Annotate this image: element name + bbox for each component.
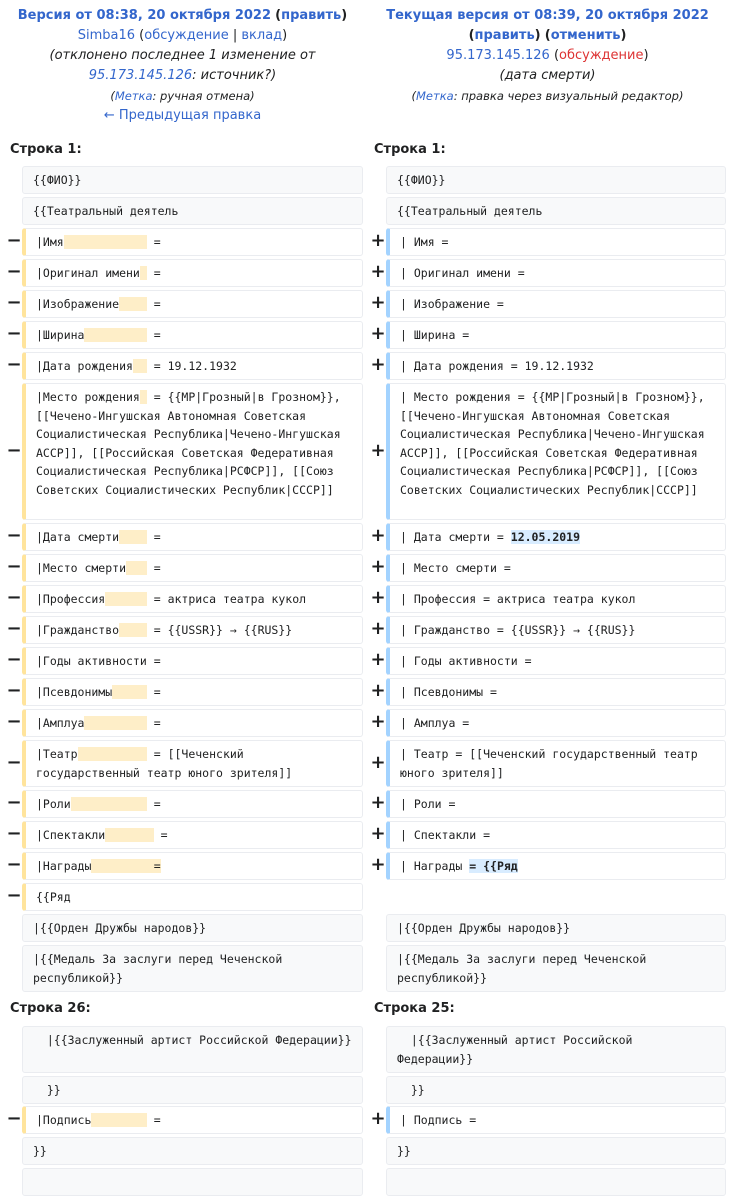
line-text: |Дата смерти [36,530,120,544]
line-text: {{ФИО}} [33,173,82,187]
deleted-marker: − [6,649,22,670]
ip-talk-link[interactable]: обсуждение [559,48,644,63]
added-marker: + [370,649,386,670]
line-text: | Дата рождения = 19.12.1932 [400,359,594,373]
ip-user-link[interactable]: 95.173.145.126 [446,48,550,63]
line-text: | Оригинал имени = [400,266,525,280]
line-text: |Подпись [36,1113,92,1127]
deleted-marker: − [6,752,22,773]
deleted-marker: − [6,885,22,906]
diff-row [0,1076,730,1104]
diff-row [0,1106,730,1134]
line-text: = [146,266,161,280]
line-text: | Профессия = актриса театра кукол [400,592,636,606]
diff-row [0,523,730,551]
added-line [386,259,726,287]
line-text: = {{МР|Грозный|в Грозном}}, [[Чечено-Ингушская Автономная Советская Социалистическая Республика|Чечено-Ингушская АССР]], [[Российская Советская Федеративная Социалистическая Республика|РСФСР]], [[Союз Советских Социалистических Республик|СССР]] [36,390,348,497]
diff-row [0,166,730,194]
old-summary-ip-link[interactable]: 95.173.145.126 [88,68,193,83]
added-marker: + [370,556,386,577]
deleted-line [22,821,363,849]
user-talk-link[interactable]: обсуждение [144,28,229,43]
line-text: | Амплуа = [400,716,470,730]
deleted-line [22,290,363,318]
context-line-right [386,1076,726,1104]
current-tag-link[interactable]: Метка [416,89,454,103]
line-text: | Роли = [400,797,456,811]
deleted-line [22,883,363,911]
diff-row [0,585,730,613]
line-text: = актриса театра кукол [146,592,307,606]
diff-row [0,821,730,849]
context-line-left [22,1168,363,1196]
line-text: |Дата рождения [36,359,133,373]
added-line [386,383,726,520]
deleted-highlight [119,530,147,544]
added-line [386,821,726,849]
deleted-line [22,616,363,644]
line-text: |{{Орден Дружбы народов}} [397,921,571,935]
old-edit-link[interactable]: править [281,8,342,23]
line-number-left: Строка 26: [10,1001,91,1016]
deleted-line [22,523,363,551]
line-text: {{Театральный деятель [397,204,543,218]
line-text: |{{Орден Дружбы народов}} [33,921,207,935]
diff-row [0,790,730,818]
deleted-marker: − [6,354,22,375]
line-text: |{{Медаль За заслуги перед Чеченской республикой}} [397,952,654,985]
added-marker: + [370,711,386,732]
deleted-marker: − [6,711,22,732]
line-text: }} [397,1083,425,1097]
added-highlight: = {{Ряд [469,859,518,873]
line-text: |Награды [36,859,92,873]
deleted-highlight [91,1113,146,1127]
deleted-highlight: = [91,859,161,873]
line-text: = [146,561,161,575]
line-text: {{ФИО}} [397,173,446,187]
line-text: = {{USSR}} → {{RUS}} [146,623,293,637]
context-line-right [386,166,726,194]
added-marker: + [370,792,386,813]
context-line-left [22,1076,363,1104]
user-link[interactable]: Simba16 [77,28,136,43]
line-text: |Театр [36,747,78,761]
context-line-left [22,197,363,225]
line-text: | Подпись = [400,1113,477,1127]
current-tag-value: : правка через визуальный редактор [453,89,679,103]
current-summary: (дата смерти) [499,68,596,83]
deleted-marker: − [6,854,22,875]
added-marker: + [370,261,386,282]
added-marker: + [370,292,386,313]
deleted-highlight [112,685,147,699]
line-text: = [146,297,161,311]
deleted-marker: − [6,261,22,282]
deleted-marker: − [6,556,22,577]
old-summary-suffix: : источник?) [192,68,277,83]
line-text: = [146,235,161,249]
context-line-left [22,914,363,942]
line-text: |Ширина [36,328,85,342]
deleted-highlight [119,297,147,311]
added-line [386,585,726,613]
context-line-left [22,1026,363,1073]
added-line [386,678,726,706]
added-line [386,1106,726,1134]
deleted-marker: − [6,292,22,313]
line-text: = 19.12.1932 [146,359,237,373]
line-text: }} [33,1083,61,1097]
old-tag-value: : ручная отмена [152,89,251,103]
deleted-highlight [78,747,147,761]
deleted-highlight [84,328,146,342]
old-revision-title-link[interactable]: Версия от 08:38, 20 октября 2022 [17,8,272,23]
deleted-highlight [105,592,147,606]
diff-row [0,945,730,992]
added-line [386,616,726,644]
deleted-marker: − [6,792,22,813]
line-text: = [146,716,161,730]
deleted-line [22,647,363,675]
deleted-highlight [126,561,147,575]
line-text: | Годы активности = [400,654,532,668]
deleted-highlight [133,359,147,373]
deleted-line [22,383,363,520]
line-text: |Имя [36,235,64,249]
previous-edit-link[interactable]: ← Предыдущая правка [103,108,262,123]
line-text: | Дата смерти = [400,530,511,544]
deleted-line [22,352,363,380]
line-text: |Амплуа [36,716,85,730]
line-number-right: Строка 1: [374,142,446,157]
deleted-marker: − [6,1108,22,1129]
diff-row [0,228,730,256]
added-marker: + [370,354,386,375]
diff-row [0,883,730,911]
user-contribs-link[interactable]: вклад [241,28,283,43]
added-marker: + [370,587,386,608]
deleted-line [22,790,363,818]
line-text: | Место смерти = [400,561,511,575]
deleted-marker: − [6,323,22,344]
added-line [386,790,726,818]
line-text: |Профессия [36,592,106,606]
deleted-marker: − [6,618,22,639]
deleted-line [22,321,363,349]
diff-row [0,290,730,318]
deleted-line [22,852,363,880]
line-text: | Место рождения = {{МР|Грозный|в Грозном}}, [[Чечено-Ингушская Автономная Советская Социалистическая Республика|Чечено-Ингушская АССР]], [[Российская Советская Федеративная Социалистическая Республика|РСФСР]], [[Союз Советских Социалистических Республик|СССР]] [400,390,712,497]
deleted-marker: − [6,587,22,608]
diff-row [0,647,730,675]
line-text: | Имя = [400,235,449,249]
line-text: = [146,797,161,811]
line-text: |{{Заслуженный артист Российской Федерации}} [397,1033,640,1066]
added-line [386,228,726,256]
added-line [386,554,726,582]
current-revision-header: Текущая версия от 08:39, 20 октября 2022 (править) (отменить) 95.173.145.126 (обсуждение) (дата смерти) (Метка: правка через визуальный редактор) [386,8,709,103]
diff-row [0,197,730,225]
context-line-left [22,945,363,992]
line-text: = [146,530,161,544]
diff-row [0,1026,730,1073]
line-text: }} [397,1144,411,1158]
deleted-marker: − [6,525,22,546]
deleted-line [22,1106,363,1134]
line-text: | Театр = [[Чеченский государственный театр юного зрителя]] [400,747,705,780]
added-line [386,852,726,880]
diff-row [0,1168,730,1196]
deleted-marker: − [6,440,22,461]
context-line-right [386,1168,726,1196]
diff-row [0,352,730,380]
line-text: |Место смерти [36,561,127,575]
added-marker: + [370,525,386,546]
added-line [386,523,726,551]
undo-link[interactable]: отменить [550,28,621,43]
line-text: |Спектакли [36,828,106,842]
line-text: = [153,828,168,842]
deleted-marker: − [6,823,22,844]
diff-row [0,1137,730,1165]
line-text: = [[Чеченский государственный театр юного зрителя]] [36,747,293,780]
line-text: |{{Заслуженный артист Российской Федерации}} [33,1033,352,1047]
diff-row [0,616,730,644]
deleted-line [22,585,363,613]
line-text: | Спектакли = [400,828,491,842]
line-text: = [146,685,161,699]
added-line [386,709,726,737]
line-number-right: Строка 25: [374,1001,455,1016]
added-marker: + [370,440,386,461]
diff-row [0,321,730,349]
added-line [386,321,726,349]
diff-row [0,259,730,287]
context-line-left [22,1137,363,1165]
diff-row [0,554,730,582]
line-text: = [146,328,161,342]
added-marker: + [370,618,386,639]
deleted-highlight [140,390,147,404]
old-tag-link[interactable]: Метка [114,89,153,103]
current-revision-title-link[interactable]: Текущая версия от 08:39, 20 октября 2022 [386,8,709,23]
deleted-highlight [105,828,153,842]
added-line [386,352,726,380]
line-text: | Псевдонимы = [400,685,497,699]
line-text: | Ширина = [400,328,470,342]
context-line-right [386,197,726,225]
line-text: |Изображение [36,297,120,311]
line-text: | Гражданство = {{USSR}} → {{RUS}} [400,623,636,637]
added-line [386,740,726,787]
line-text: |{{Медаль За заслуги перед Чеченской республикой}} [33,952,290,985]
added-highlight: 12.05.2019 [510,530,581,544]
deleted-marker: − [6,680,22,701]
line-text: |Псевдонимы [36,685,113,699]
deleted-line [22,678,363,706]
added-marker: + [370,823,386,844]
deleted-highlight [64,235,147,249]
line-text: |Роли [36,797,71,811]
line-number-left: Строка 1: [10,142,82,157]
added-marker: + [370,680,386,701]
diff-row [0,914,730,942]
deleted-highlight [84,716,146,730]
added-marker: + [370,752,386,773]
line-text: | Награды [400,859,470,873]
line-text: |Годы активности = [36,654,161,668]
old-summary-prefix: (отклонено последнее 1 изменение от [49,48,316,63]
current-edit-link[interactable]: править [474,28,535,43]
deleted-line [22,259,363,287]
deleted-line [22,740,363,787]
line-text: = [146,1113,161,1127]
diff-row [0,852,730,880]
deleted-highlight [71,797,147,811]
added-marker: + [370,323,386,344]
added-marker: + [370,230,386,251]
context-line-right [386,1026,726,1073]
context-line-left [22,166,363,194]
context-line-right [386,945,726,992]
deleted-line [22,709,363,737]
context-line-right [386,914,726,942]
line-text: |Гражданство [36,623,120,637]
context-line-right [386,1137,726,1165]
line-text: |Оригинал имени [36,266,140,280]
diff-row [0,709,730,737]
diff-row [0,740,730,787]
line-text: {{Ряд [36,890,71,904]
deleted-line [22,228,363,256]
line-text: {{Театральный деятель [33,204,179,218]
line-text: |Место рождения [36,390,140,404]
added-marker: + [370,854,386,875]
added-marker: + [370,1108,386,1129]
deleted-highlight [140,266,147,280]
line-text: | Изображение = [400,297,504,311]
diff-row [0,678,730,706]
deleted-line [22,554,363,582]
added-line [386,647,726,675]
diff-row [0,383,730,520]
line-text: }} [33,1144,47,1158]
added-line [386,290,726,318]
deleted-marker: − [6,230,22,251]
old-revision-header: Версия от 08:38, 20 октября 2022 (править) Simba16 (обсуждение | вклад) (отклонено последнее 1 изменение от 95.173.145.126: источник?) (Метка: ручная отмена) ← Предыдущая правка [17,8,348,123]
deleted-highlight [119,623,147,637]
